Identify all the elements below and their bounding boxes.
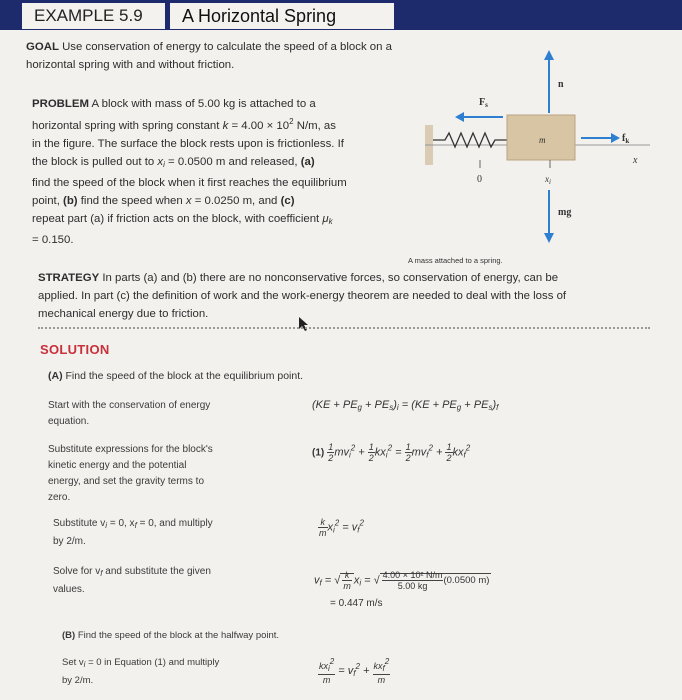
problem-line: point, [32,195,64,207]
problem-line: find the speed of the block when it first reaches the equilibrium [32,177,347,189]
fraction-den: m [319,528,327,538]
part-a-marker: (a) [300,156,315,168]
step-line: zero. [48,492,71,503]
step-line: Start with the conservation of energy [48,400,211,411]
spring-force-subscript: s [485,101,488,109]
cursor-arrow-icon [297,316,311,332]
gravity-label: mg [558,207,572,218]
origin-label: 0 [477,174,482,185]
mass-label: m [539,135,546,145]
subscript: f [100,569,103,578]
axis-label: x [633,155,638,166]
subscript: f [134,521,137,530]
part-b-title: Find the speed of the block at the halfway point. [77,630,280,641]
subscript: k [328,217,333,226]
friction-label [622,133,629,145]
step-line: energy, and set the gravity terms to [48,476,205,487]
step-line: = 0, and multiply [136,518,213,529]
problem-line: A block with mass of 5.00 kg is attached to a [91,98,316,110]
root-tail: (0.0500 m) [443,575,490,587]
spring-force-label [479,97,488,109]
half-fraction [445,442,452,463]
step-line: equation. [48,416,90,427]
step-line: Substitute expressions for the block's [48,444,213,455]
gravity-arrowhead [544,233,554,243]
page-title: A Horizontal Spring [170,3,394,29]
k-over-m-fraction [342,570,352,591]
friction-subscript: k [625,137,630,145]
figure-caption: A mass attached to a spring. [408,256,503,265]
step-line: and substitute the given [102,566,211,577]
fraction-num: 1 [405,442,411,452]
part-b-heading [62,630,279,641]
fraction-num: k [318,517,328,528]
spring-force-arrowhead [455,112,464,122]
problem-line: = 4.00 × 10 [228,120,290,132]
problem-line: horizontal spring with spring constant [32,120,223,132]
step-line: Substitute v [53,518,106,529]
problem-line: repeat part (a) if friction acts on the block, with coefficient [32,213,323,225]
step-line: by 2/m. [62,675,94,686]
spring-figure [415,45,660,250]
step-line: = 0, x [107,518,135,529]
fraction-den: m [343,581,351,591]
step-line: values. [53,584,85,595]
energy-substituted-equation: (1) $\frac{1}{2}$ $mv_i^2$ + $\frac{1}{2}$ $kx_i^2$ = $\frac{1}{2}$ $mv_f^2$ + $\frac{1}{2}$ $kx_f^2$ [312,442,471,463]
fraction-den: 2 [446,453,452,463]
step-4-text [53,564,273,598]
eq-part: = (KE + PE [398,399,457,411]
subscript: s [488,403,493,412]
goal-label: GOAL [26,41,59,53]
problem-line: find the speed when [77,195,186,207]
strategy-line: applied. In part (c) the definition of work and the work-energy theorem are needed to deal with the loss of [38,290,567,302]
problem-line: the block is pulled out to [32,156,158,168]
fraction-den: 2 [328,453,334,463]
part-b-marker: (b) [63,195,78,207]
part-a-heading [48,370,303,382]
eq-part: + PE [461,399,489,411]
step-line: Set v [62,657,84,668]
value-fraction [382,570,444,591]
fraction-den: 5.00 kg [397,581,428,591]
subscript: s [389,403,394,412]
eq-part: (KE + PE [312,399,358,411]
eq-part: ) [393,399,397,411]
fraction-num: 1 [446,442,452,452]
fraction-num: k [342,570,352,581]
xi-subscript: i [549,178,551,186]
problem-paragraph [32,95,407,249]
step-5-text [62,655,282,689]
step-2-text [48,442,268,506]
example-label: EXAMPLE 5.9 [22,3,165,29]
problem-label: PROBLEM [32,98,89,110]
speed-equation: $v_f$ = √ $\frac{k}{m}$ $x_i$ = √ $\frac{\text{4.00 × 10² N/m}}{5.00 kg}$ (0.0500 m) [314,570,490,591]
eq-part: ) [492,399,497,411]
step-line: by 2/m. [53,536,86,547]
fraction-den: 2 [405,453,411,463]
section-divider [38,327,650,329]
fraction-den: 2 [368,453,374,463]
goal-paragraph [26,38,406,74]
halfway-equation: $\frac{\text{kxi2}}{m}$ = $v_f^2$ + $\frac{\text{kxf2}}{m}$ [319,657,390,685]
step-line: kinetic energy and the potential [48,460,187,471]
subscript: i [396,403,399,412]
reduced-equation: $\frac{k}{m}$ $x_i^2 = v_f^2$ [319,517,364,538]
normal-force-arrowhead [544,50,554,60]
part-a-result: = 0.447 m/s [330,598,383,609]
solution-heading: SOLUTION [40,342,110,357]
fraction-num: 4.00 × 10² N/m [382,570,443,580]
x-symbol: x [185,195,192,207]
part-a-label: (A) [48,370,63,382]
half-fraction [327,442,334,463]
xi-letter: x [545,174,549,184]
friction-arrowhead [611,133,620,143]
eq-part: + PE [362,399,390,411]
part-c-marker: (c) [280,195,295,207]
step-line: = 0 in Equation (1) and multiply [85,657,220,668]
mu-symbol: μ [322,213,329,225]
strategy-line: In parts (a) and (b) there are no nonconservative forces, so conservation of energy, can be [102,272,559,284]
problem-line: = 0.150. [32,234,74,246]
exponent: 2 [289,117,294,126]
subscript: i [83,660,86,669]
part-b-label: (B) [62,630,76,641]
normal-force-label: n [558,79,564,90]
step-3-text [53,516,273,550]
strategy-label: STRATEGY [38,272,100,284]
subscript: f [496,403,499,412]
subscript: i [163,160,165,169]
strategy-paragraph [38,269,658,323]
friction-letter: f [622,133,626,144]
equation-number: (1) [312,447,325,459]
half-fraction [405,442,412,463]
subscript: g [456,403,462,412]
x-symbol: x [157,156,164,168]
strategy-line: mechanical energy due to friction. [38,308,209,320]
subscript: g [357,403,362,412]
part-a-title: Find the speed of the block at the equilibrium point. [65,370,304,382]
step-1-text [48,398,268,430]
fraction-num: 1 [328,442,334,452]
spring-force-letter: F [479,97,486,108]
problem-line: = 0.0250 m, and [191,195,281,207]
k-over-m-fraction [318,517,328,538]
fraction-num: 1 [368,442,374,452]
k-symbol: k [222,120,229,132]
step-line: Solve for v [53,566,101,577]
problem-line: in the figure. The surface the block rests upon is frictionless. If [32,138,344,150]
problem-line: N/m, as [293,120,336,132]
goal-text: Use conservation of energy to calculate the speed of a block on a horizontal spring with and without friction. [26,41,392,71]
xi-label [544,174,551,186]
energy-conservation-equation [312,399,498,412]
subscript: i [105,521,108,530]
half-fraction [368,442,375,463]
problem-line: = 0.0500 m and released, [164,156,301,168]
